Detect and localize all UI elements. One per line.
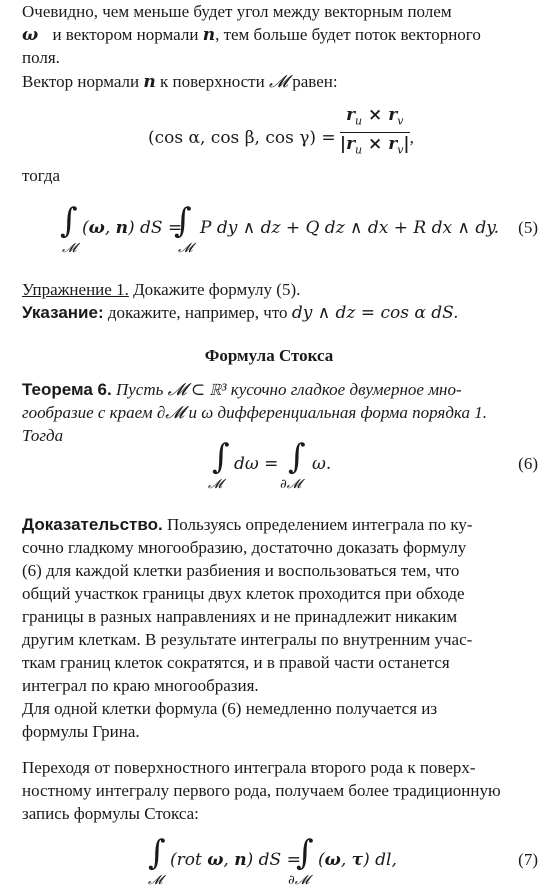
paragraph-line <box>22 46 60 70</box>
proof-line: сочно гладкому многообразию, достаточно доказать формулу <box>22 538 467 557</box>
equation-lhs: (ω, n) dS = <box>82 218 183 238</box>
proof-line <box>22 513 473 537</box>
integral-subscript: ∂𝓜 <box>280 477 302 492</box>
math-n: n <box>143 72 156 92</box>
text: , тем больше будет поток векторного <box>215 25 481 44</box>
math-manifold: 𝓜 <box>268 72 288 92</box>
comma: , <box>409 127 414 147</box>
hint-text: докажите, например, что <box>103 303 292 322</box>
exercise-text: Докажите формулу (5). <box>128 280 301 299</box>
equation-7 <box>0 828 538 890</box>
text: Очевидно, чем меньше будет угол между векторным полем <box>22 2 452 21</box>
equation-5 <box>0 200 538 260</box>
theorem-line <box>22 378 462 402</box>
theorem-line: Тогда <box>22 426 64 445</box>
paragraph-line <box>22 0 538 24</box>
proof-line: другим клеткам. В результате интегралы по внутренним учас- <box>22 630 473 649</box>
exercise <box>22 278 300 302</box>
text: Вектор нормали <box>22 72 144 91</box>
integral-subscript: 𝓜 <box>178 241 193 256</box>
text: поля. <box>22 48 60 67</box>
hint-math: dy ∧ dz = cos α dS. <box>291 303 459 323</box>
proof-line: границы в разных направлениях и не принадлежит никаким <box>22 607 458 626</box>
fraction-denominator: $|r_u \times r_v|$ <box>339 134 410 157</box>
proof-text: Пользуясь определением интеграла по ку- <box>162 515 473 534</box>
text: к поверхности <box>155 72 269 91</box>
integral-subscript: ∂𝓜 <box>288 873 310 888</box>
equation-rhs: P dy ∧ dz + Q dz ∧ dx + R dx ∧ dy. <box>200 218 499 238</box>
hint-label: Указание: <box>22 303 104 322</box>
equation-rhs: (ω, τ) dl, <box>318 850 397 870</box>
integral-sign: ∫ <box>148 833 166 873</box>
paragraph-line: Переходя от поверхностного интеграла второго рода к поверх- <box>22 758 476 777</box>
fraction <box>340 104 410 162</box>
paragraph-line: Для одной клетки формула (6) немедленно получается из <box>22 699 438 718</box>
equation-rhs: ω. <box>312 454 332 474</box>
proof-line: ткам границ клеток сократятся, и в правой части останется <box>22 653 450 672</box>
paragraph-line: запись формулы Стокса: <box>22 804 199 823</box>
proof-line: (6) для каждой клетки разбиения и воспользоваться тем, что <box>22 561 460 580</box>
fraction-numerator: $r_u \times r_v$ <box>340 104 410 133</box>
integral-subscript: 𝓜 <box>208 477 223 492</box>
integral-subscript: 𝓜 <box>148 873 163 888</box>
exercise-label: Упражнение 1. <box>22 280 129 299</box>
equation-number: (6) <box>518 454 538 473</box>
equation-lhs: (cos α, cos β, cos γ) = <box>148 127 336 148</box>
text: тогда <box>22 166 61 185</box>
text: и вектором нормали <box>52 25 199 44</box>
integral-sign: ∫ <box>288 437 306 477</box>
paragraph-line <box>22 70 338 94</box>
math-omega: ω <box>22 25 39 45</box>
integral-sign: ∫ <box>60 201 78 241</box>
integral-sign: ∫ <box>296 833 314 873</box>
equation-number: (5) <box>518 218 538 237</box>
theorem-label: Теорема 6. <box>22 380 112 399</box>
paragraph-line: формулы Грина. <box>22 722 140 741</box>
equation-lhs: dω = <box>234 454 279 474</box>
text: равен: <box>288 72 338 91</box>
integral-sign: ∫ <box>174 201 192 241</box>
equation-normal <box>148 104 414 162</box>
equation-number: (7) <box>518 850 538 869</box>
proof-line: интеграл по краю многообразия. <box>22 676 259 695</box>
proof-label: Доказательство. <box>22 515 163 534</box>
equation-6 <box>0 436 538 496</box>
paragraph-line <box>22 164 60 188</box>
equation-lhs: (rot ω, n) dS = <box>170 850 301 870</box>
math-n: n <box>202 25 216 45</box>
integral-sign: ∫ <box>212 437 230 477</box>
paragraph-line <box>22 23 481 47</box>
section-title: Формула Стокса <box>204 346 334 365</box>
integral-subscript: 𝓜 <box>62 241 77 256</box>
theorem-line: гообразие с краем ∂𝓜 и ω дифференциальная форма порядка 1. <box>22 403 487 422</box>
theorem-text: Пусть 𝓜 ⊂ ℝ³ кусочно гладкое двумерное мно- <box>111 380 462 399</box>
hint <box>22 301 459 325</box>
paragraph-line: ностному интегралу первого рода, получаем более традиционную <box>22 781 501 800</box>
proof-line: общий участкок границы двух клеток проходится при обходе <box>22 584 465 603</box>
